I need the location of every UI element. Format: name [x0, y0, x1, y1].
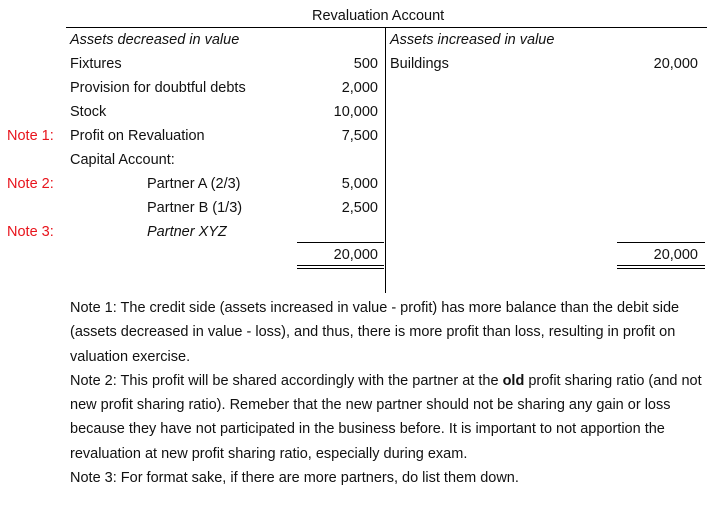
- credit-label: Buildings: [390, 56, 449, 72]
- note-3-prefix: Note 3:: [70, 470, 121, 487]
- debit-label: Profit on Revaluation: [70, 128, 205, 144]
- note-2-text-after: profit sharing ratio (and not new profit sharing ratio). Remeber that the new partner should not be sharing any gain or loss because they have not participated in the business before. It is important to not apportion the revaluation at new profit sharing ratio, especially during exam.: [70, 372, 702, 462]
- debit-label: Partner B (1/3): [147, 200, 243, 216]
- note-3: [70, 466, 710, 490]
- debit-label: Fixtures: [70, 56, 122, 72]
- credit-total-double-rule: [617, 265, 705, 269]
- debit-label: Partner XYZ: [147, 224, 227, 240]
- debit-amount: 500: [353, 56, 378, 72]
- debit-total-double-rule: [297, 265, 384, 269]
- top-rule: [66, 27, 707, 28]
- note-1-prefix: Note 1:: [70, 300, 121, 316]
- note-marker: Note 1:: [7, 128, 54, 144]
- note-marker: Note 3:: [7, 224, 54, 240]
- debit-amount: 5,000: [341, 176, 378, 192]
- note-1: [70, 296, 710, 369]
- note-2-emphasis: old: [502, 372, 525, 389]
- note-3-text: For format sake, if there are more partners, do list them down.: [120, 470, 519, 487]
- credit-heading: Assets increased in value: [390, 32, 555, 48]
- debit-amount: 2,000: [341, 80, 378, 96]
- note-2: [70, 369, 710, 466]
- debit-label: Capital Account:: [70, 152, 175, 168]
- note-1-text: The credit side (assets increased in value - profit) has more balance than the debit side (assets decreased in value - loss), and thus, there is more profit than loss, resulting in profit on valuation exercise.: [70, 300, 680, 365]
- center-divider: [385, 27, 386, 293]
- debit-label: Partner A (2/3): [147, 176, 241, 192]
- debit-total-rule: [297, 242, 384, 243]
- account-title: Revaluation Account: [312, 8, 445, 24]
- debit-amount: 7,500: [341, 128, 378, 144]
- credit-total-rule: [617, 242, 705, 243]
- note-2-prefix: Note 2:: [70, 372, 121, 389]
- debit-amount: 10,000: [333, 104, 378, 120]
- debit-label: Provision for doubtful debts: [70, 80, 246, 96]
- credit-total: 20,000: [653, 247, 698, 263]
- credit-amount: 20,000: [653, 56, 698, 72]
- debit-heading: Assets decreased in value: [70, 32, 240, 48]
- debit-total: 20,000: [333, 247, 378, 263]
- debit-label: Stock: [70, 104, 107, 120]
- explanatory-notes: [70, 296, 710, 490]
- note-marker: Note 2:: [7, 176, 54, 192]
- debit-amount: 2,500: [341, 200, 378, 216]
- note-2-text-before: This profit will be shared accordingly with the partner at the: [120, 372, 503, 389]
